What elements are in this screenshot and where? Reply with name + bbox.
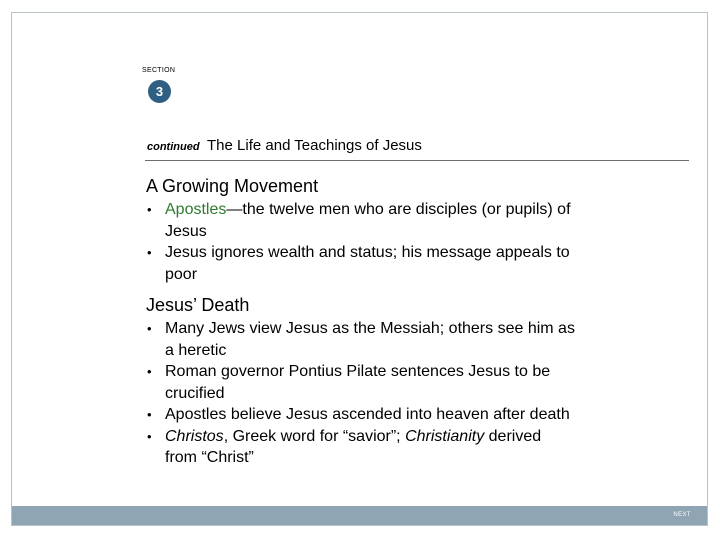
list-item: • Roman governor Pontius Pilate sentences Jesus to be crucified	[146, 361, 576, 404]
section-number-badge: 3	[148, 80, 171, 103]
continued-label: continued	[147, 141, 200, 153]
bullet-list-jesus-death	[146, 318, 576, 469]
list-item: • Apostles—the twelve men who are disciples (or pupils) of Jesus	[146, 199, 576, 242]
section-label: SECTION	[142, 67, 176, 74]
heading-growing-movement: A Growing Movement	[146, 176, 319, 196]
list-item: • Jesus ignores wealth and status; his message appeals to poor	[146, 242, 576, 285]
term-apostles: Apostles	[165, 201, 227, 218]
next-button[interactable]: NEXT	[673, 512, 691, 518]
footer-bar	[12, 506, 707, 525]
slide-title: The Life and Teachings of Jesus	[207, 137, 422, 154]
slide-header	[147, 137, 422, 155]
header-divider	[145, 160, 689, 161]
bullet-list-growing-movement	[146, 199, 576, 285]
list-item: • Christos, Greek word for “savior”; Christianity derived from “Christ”	[146, 426, 576, 469]
term-christianity: Christianity	[405, 427, 485, 445]
term-christos: Christos	[165, 427, 224, 445]
heading-jesus-death: Jesus’ Death	[146, 295, 250, 315]
list-item: • Many Jews view Jesus as the Messiah; others see him as a heretic	[146, 318, 576, 361]
list-item: • Apostles believe Jesus ascended into heaven after death	[146, 404, 576, 426]
